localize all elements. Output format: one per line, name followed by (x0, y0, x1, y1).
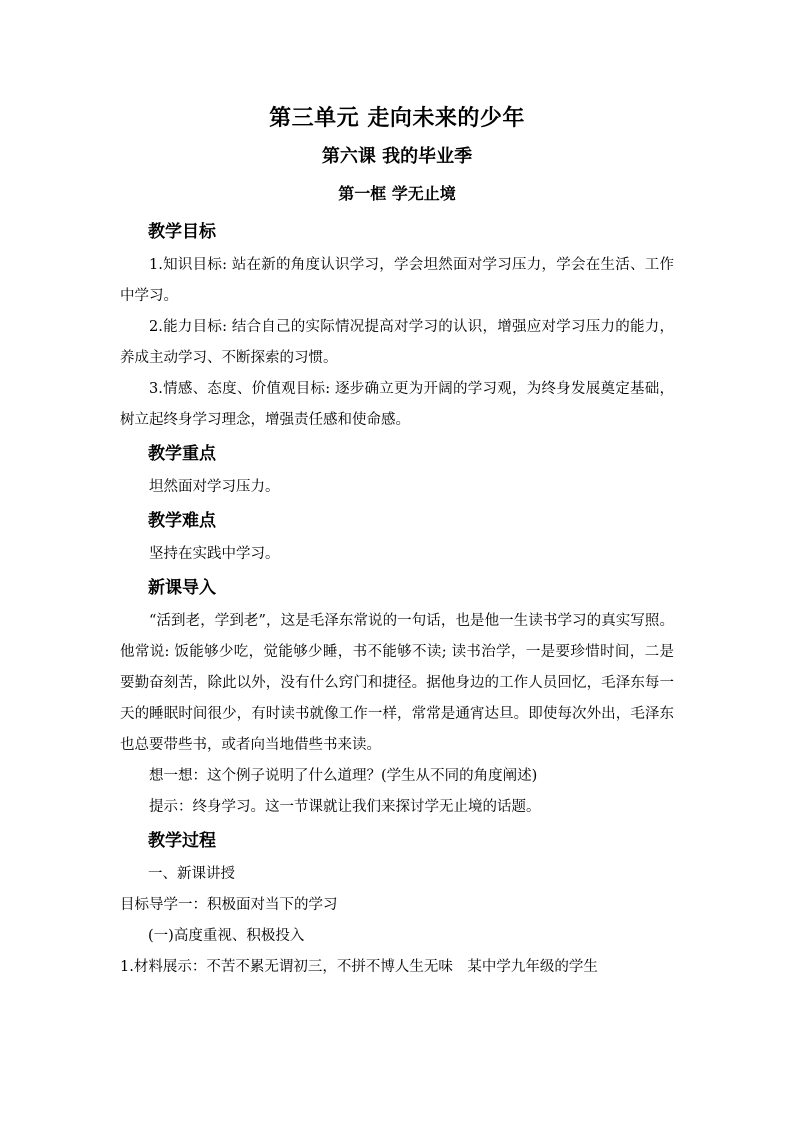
process-heading: 教学过程 (148, 831, 216, 851)
intro-hint: 提示：终身学习。这一节课就让我们来探讨学无止境的话题。 (149, 799, 541, 815)
frame-title: 第一框 学无止境 (338, 184, 456, 203)
key-point-heading: 教学重点 (148, 444, 216, 464)
process-line-2: 目标导学一：积极面对当下的学习 (120, 897, 338, 913)
difficulty-heading: 教学难点 (148, 511, 216, 531)
key-point-text: 坦然面对学习压力。 (149, 479, 280, 495)
objective-ability: 2.能力目标: 结合自己的实际情况提高对学习的认识，增强应对学习压力的能力，养成主动学习、不断探索的习惯。 (120, 319, 674, 366)
process-line-3: (一)高度重视、积极投入 (148, 928, 305, 944)
intro-think: 想一想：这个例子说明了什么道理？(学生从不同的角度阐述) (149, 768, 538, 784)
intro-heading: 新课导入 (148, 578, 216, 598)
lesson-title: 第六课 我的毕业季 (321, 146, 473, 167)
objective-values: 3.情感、态度、价值观目标: 逐步确立更为开阔的学习观，为终身发展奠定基础，树立起终身学习理念，增强责任感和使命感。 (120, 381, 674, 428)
difficulty-text: 坚持在实践中学习。 (149, 546, 280, 562)
unit-title: 第三单元 走向未来的少年 (269, 106, 525, 131)
process-line-4: 1.材料展示：不苦不累无谓初三，不拼不博人生无味 某中学九年级的学生 (120, 959, 598, 975)
objectives-heading: 教学目标 (148, 222, 216, 242)
objective-knowledge: 1.知识目标: 站在新的角度认识学习，学会坦然面对学习压力，学会在生活、工作中学习。 (120, 257, 674, 304)
process-line-1: 一、新课讲授 (148, 866, 235, 882)
intro-paragraph: “活到老，学到老”，这是毛泽东常说的一句话，也是他一生读书学习的真实写照。他常说: 饭能够少吃，觉能够少睡，书不能够不读; 读书治学，一是要珍惜时间，二是要勤奋刻苦，除此以外，没有什么窍门和捷径。据他身边的工作人员回忆，毛泽东每一天的睡眠时间很少，有时读书就像工作一样，常常是通宵达旦。即使每次外出，毛泽东也总要带些书，或者向当地借些书来读。 (120, 613, 674, 753)
